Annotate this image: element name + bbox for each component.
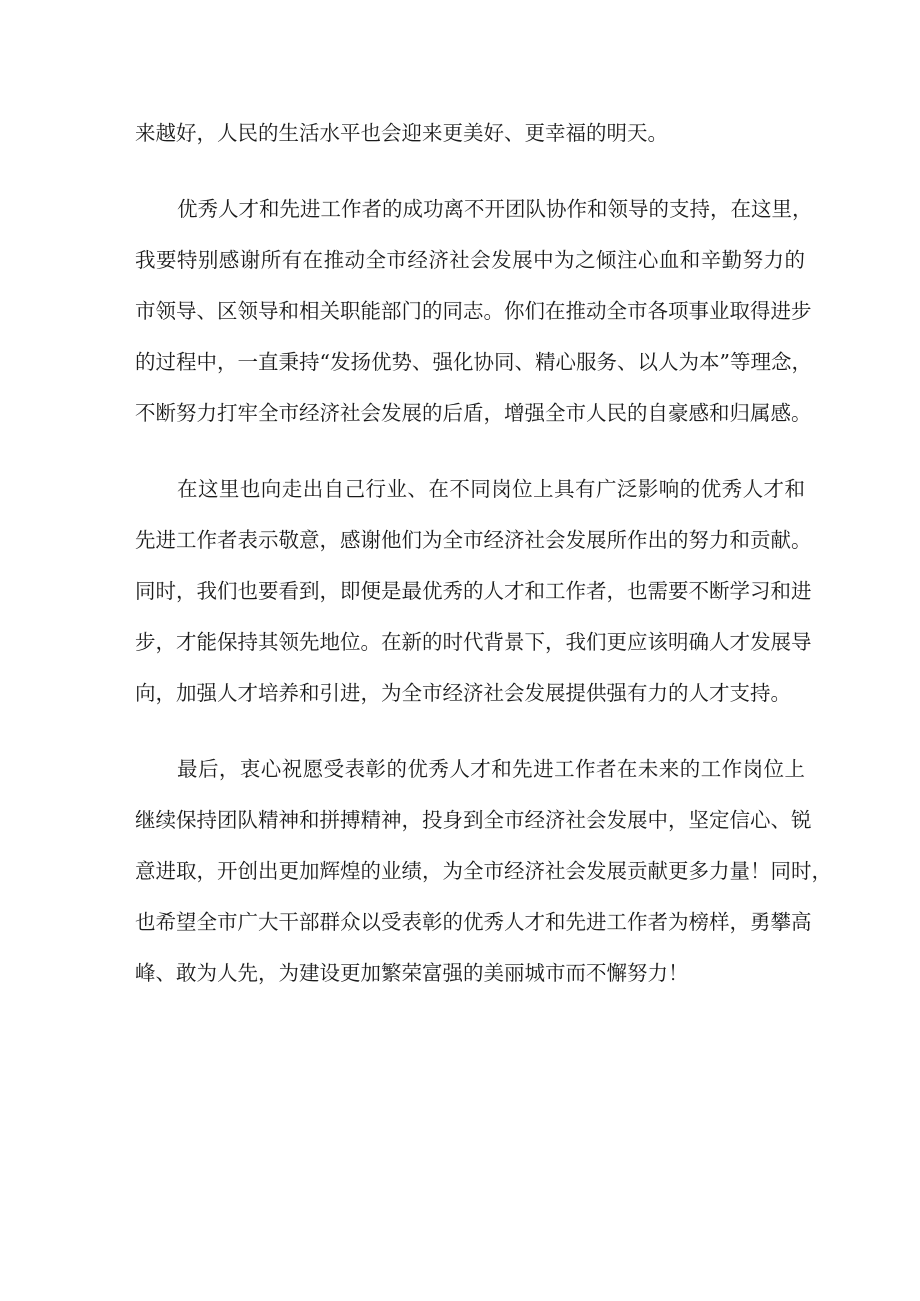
paragraph-2 <box>135 184 813 439</box>
text-line: 我要特别感谢所有在推动全市经济社会发展中为之倾注心血和辛勤努力的 <box>135 248 805 272</box>
text-line: 先进工作者表示敬意，感谢他们为全市经济社会发展所作出的努力和贡献。 <box>135 528 812 552</box>
paragraph-spacer <box>135 159 805 184</box>
text-line: 峰、敢为人先，为建设更加繁荣富强的美丽城市而不懈努力！ <box>135 961 689 985</box>
text-line: 市领导、区领导和相关职能部门的同志。你们在推动全市各项事业取得进步 <box>135 299 812 323</box>
text-line: 同时，我们也要看到，即便是最优秀的人才和工作者，也需要不断学习和进 <box>135 579 812 603</box>
paragraph-spacer <box>135 439 805 464</box>
text-line: 也希望全市广大干部群众以受表彰的优秀人才和先进工作者为榜样，勇攀高 <box>135 910 812 934</box>
document-page <box>135 108 832 999</box>
text-line: 意进取，开创出更加辉煌的业绩，为全市经济社会发展贡献更多力量！同时， <box>135 859 832 883</box>
text-line: 步，才能保持其领先地位。在新的时代背景下，我们更应该明确人才发展导 <box>135 630 812 654</box>
paragraph-3 <box>135 464 812 719</box>
text-line: 来越好，人民的生活水平也会迎来更美好、更幸福的明天。 <box>135 121 668 145</box>
text-line: 不断努力打牢全市经济社会发展的后盾，增强全市人民的自豪感和归属感。 <box>135 401 812 425</box>
paragraph-spacer <box>135 719 805 744</box>
text-line: 继续保持团队精神和拼搏精神，投身到全市经济社会发展中，坚定信心、锐 <box>135 808 812 832</box>
paragraph-1 <box>135 108 805 159</box>
text-line: 向，加强人才培养和引进，为全市经济社会发展提供强有力的人才支持。 <box>135 681 791 705</box>
text-line: 在这里也向走出自己行业、在不同岗位上具有广泛影响的优秀人才和 <box>177 477 805 501</box>
text-line: 的过程中，一直秉持“发扬优势、强化协同、精心服务、以人为本”等理念， <box>135 350 812 374</box>
text-line: 最后，衷心祝愿受表彰的优秀人才和先进工作者在未来的工作岗位上 <box>177 757 805 781</box>
text-line: 优秀人才和先进工作者的成功离不开团队协作和领导的支持，在这里， <box>177 197 813 221</box>
paragraph-4 <box>135 744 832 999</box>
